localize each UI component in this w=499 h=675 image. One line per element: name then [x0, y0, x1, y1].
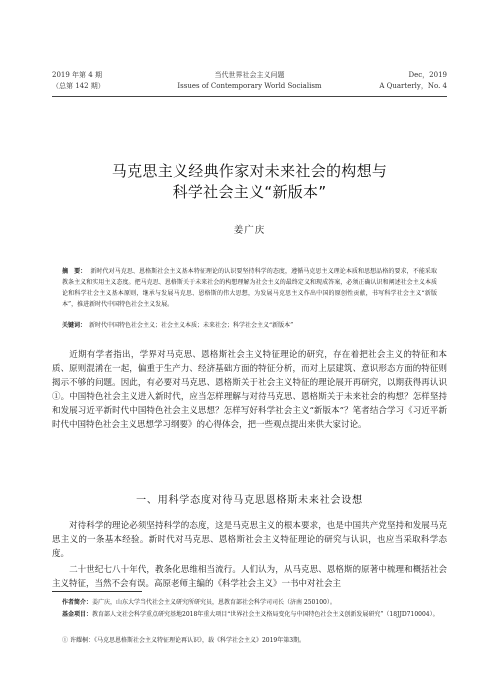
footnote-fund [62, 609, 447, 620]
footnote-author [62, 597, 447, 608]
footnote-author-label: 作者简介： [62, 599, 93, 606]
footnote-fund-label: 基金项目： [62, 611, 93, 618]
abstract-text: 新时代对马克思、恩格斯社会主义基本特征理论的认识要坚持科学的态度，遵循马克思主义理论本质和思想品格的要求，不能采取教条主义和实用主义态度。把马克思、恩格斯关于未来社会的构想理解为社会主义的最终定义和现成答案，必须正确认识和阐述社会主义本质论和科学社会主义基本原则，继承与发展马克思、恩格斯的伟大思想，为发展马克思主义作出中国的原创性贡献，书写科学社会主义“新版本”，推进新时代中国特色社会主义发展。 [62, 268, 437, 308]
paragraph-1-text: 近期有学者指出，学界对马克思、恩格斯社会主义特征理论的研究，存在着把社会主义的特征和本质、原则混淆在一起，偏重于生产力、经济基础方面的特征分析，而对上层建筑、意识形态方面的特征则揭示不够的问题。因此，有必要对马克思、恩格斯关于社会主义特征的理论展开再研究，以期获得再认识①。中国特色社会主义进入新时代，应当怎样理解与对待马克思、恩格斯关于未来社会的构想？怎样坚持和发展习近平新时代中国特色社会主义思想？怎样写好科学社会主义“新版本”？笔者结合学习《习近平新时代中国特色社会主义思想学习纲要》的心得体会，把一些观点提出来供大家讨论。 [52, 350, 447, 430]
body-paragraph-2 [52, 519, 447, 561]
footnote-author-text: 姜广庆，山东大学当代社会主义研究所研究员，恩教育部社会科学司司长（济南 250100）。 [92, 599, 336, 606]
paragraph-2-text: 对待科学的理论必须坚持科学的态度，这是马克思主义的根本要求，也是中国共产党坚持和发展马克思主义的一条基本经验。新时代对马克思、恩格斯社会主义特征理论的研究与认识，也应当采取科学态度。 [52, 521, 447, 559]
header-issue-line1: 2019 年第 4 期 [52, 71, 102, 79]
keywords-text: 新时代中国特色社会主义；社会主义本质；未来社会；科学社会主义“新版本” [89, 322, 294, 329]
header-journal-cn: 当代世界社会主义问题 [214, 71, 285, 79]
footnote-1-marker: ① [62, 637, 69, 644]
header-date-line2: A Quarterly，No. 4 [379, 82, 447, 90]
header-journal-en: Issues of Contemporary World Socialism [177, 82, 322, 90]
header-date [379, 70, 447, 92]
body-paragraph-3 [52, 563, 447, 591]
header-date-line1: Dec，2019 [408, 71, 447, 79]
title-line1: 马克思主义经典作家对未来社会的构想与 [111, 162, 388, 180]
title-line2: 科学社会主义“新版本” [172, 183, 327, 201]
abstract [62, 266, 437, 310]
keywords-label: 关键词： [62, 322, 87, 329]
body-paragraph-1 [52, 348, 447, 432]
header-rule [52, 96, 447, 97]
paragraph-3-text: 二十世纪七八十年代，教条化思维相当流行。人们认为，从马克思、恩格斯的原著中梳理和概括社会主义特征，当然不会有误。高原老师主编的《科学社会主义》一书中对社会主 [52, 565, 447, 589]
abstract-label: 摘 要： [62, 268, 87, 275]
author-name: 姜广庆 [233, 225, 266, 236]
footnote-fund-text: 教育部人文社会科学重点研究基地2018年重大项目“世界社会主义格局变化与中国特色社会主义创新发展研究”（18JJD710004）。 [92, 611, 439, 618]
footnote-1 [62, 635, 447, 646]
footnote-1-text: 许耀桐：《马克思恩格斯社会主义特征理论再认识》，载《科学社会主义》2019年第3期。 [69, 637, 306, 644]
keywords [62, 320, 437, 331]
article-title [52, 161, 447, 203]
footnote-rule [52, 591, 142, 592]
header-issue-line2: （总第 142 期） [52, 82, 105, 90]
section-heading: 一、用科学态度对待马克思恩格斯未来社会设想 [136, 495, 363, 506]
